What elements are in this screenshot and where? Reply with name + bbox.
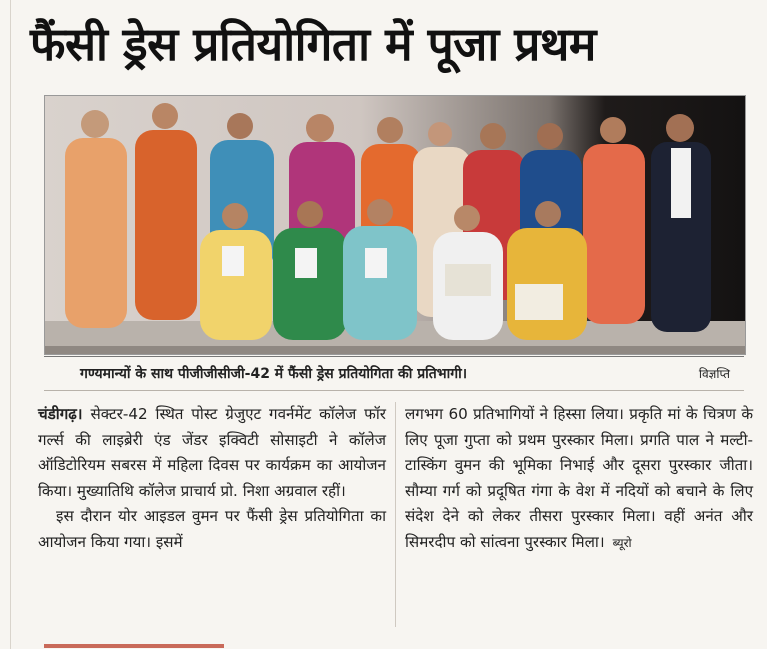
article-column-left [38, 402, 386, 556]
column-divider [395, 402, 396, 627]
news-photo [44, 95, 746, 355]
article-paragraph [38, 402, 386, 504]
article-paragraph [405, 402, 753, 557]
paragraph-text: लगभग 60 प्रतिभागियों ने हिस्सा लिया। प्रकृति मां के चित्रण के लिए पूजा गुप्ता को प्रथम पुरस्कार मिला। प्रगति पाल ने मल्टी-टास्किंग वुमन की भूमिका निभाई और दूसरा पुरस्कार जीता। सौम्या गर्ग को प्रदूषित गंगा के वेश में नदियों को बचाने के लिए संदेश देने को लेकर तीसरा पुरस्कार मिला। वहीं अनंत और सिमरदीप को सांत्वना पुरस्कार मिला। [405, 405, 753, 551]
caption-divider [44, 356, 744, 357]
caption-text: गण्यमान्यों के साथ पीजीजीसीजी-42 में फैंसी ड्रेस प्रतियोगिता की प्रतिभागी। [80, 366, 468, 382]
bottom-accent-bar [44, 644, 224, 648]
article-column-right [405, 402, 753, 557]
article-paragraph: इस दौरान योर आइडल वुमन पर फैंसी ड्रेस प्रतियोगिता का आयोजन किया गया। इसमें [38, 507, 386, 551]
caption-bottom-divider [44, 390, 744, 391]
dateline: चंडीगढ़। [38, 405, 83, 423]
paragraph-text: सेक्टर-42 स्थित पोस्ट ग्रेजुएट गवर्नमेंट कॉलेज फॉर गर्ल्स की लाइब्रेरी एंड जेंडर इक्विटी सोसाइटी ने कॉलेज ऑडिटोरियम सबरस में महिला दिवस पर कार्यक्रम का आयोजन किया। मुख्यातिथि कॉलेज प्राचार्य प्रो. निशा अग्रवाल रहीं। [38, 405, 386, 500]
byline: ब्यूरो [612, 535, 632, 550]
column-rule [10, 0, 11, 649]
photo-credit: विज्ञप्ति [698, 367, 730, 381]
photo-caption [44, 360, 744, 388]
headline: फैंसी ड्रेस प्रतियोगिता में पूजा प्रथम [30, 17, 596, 71]
group-photo-illustration [45, 96, 745, 354]
